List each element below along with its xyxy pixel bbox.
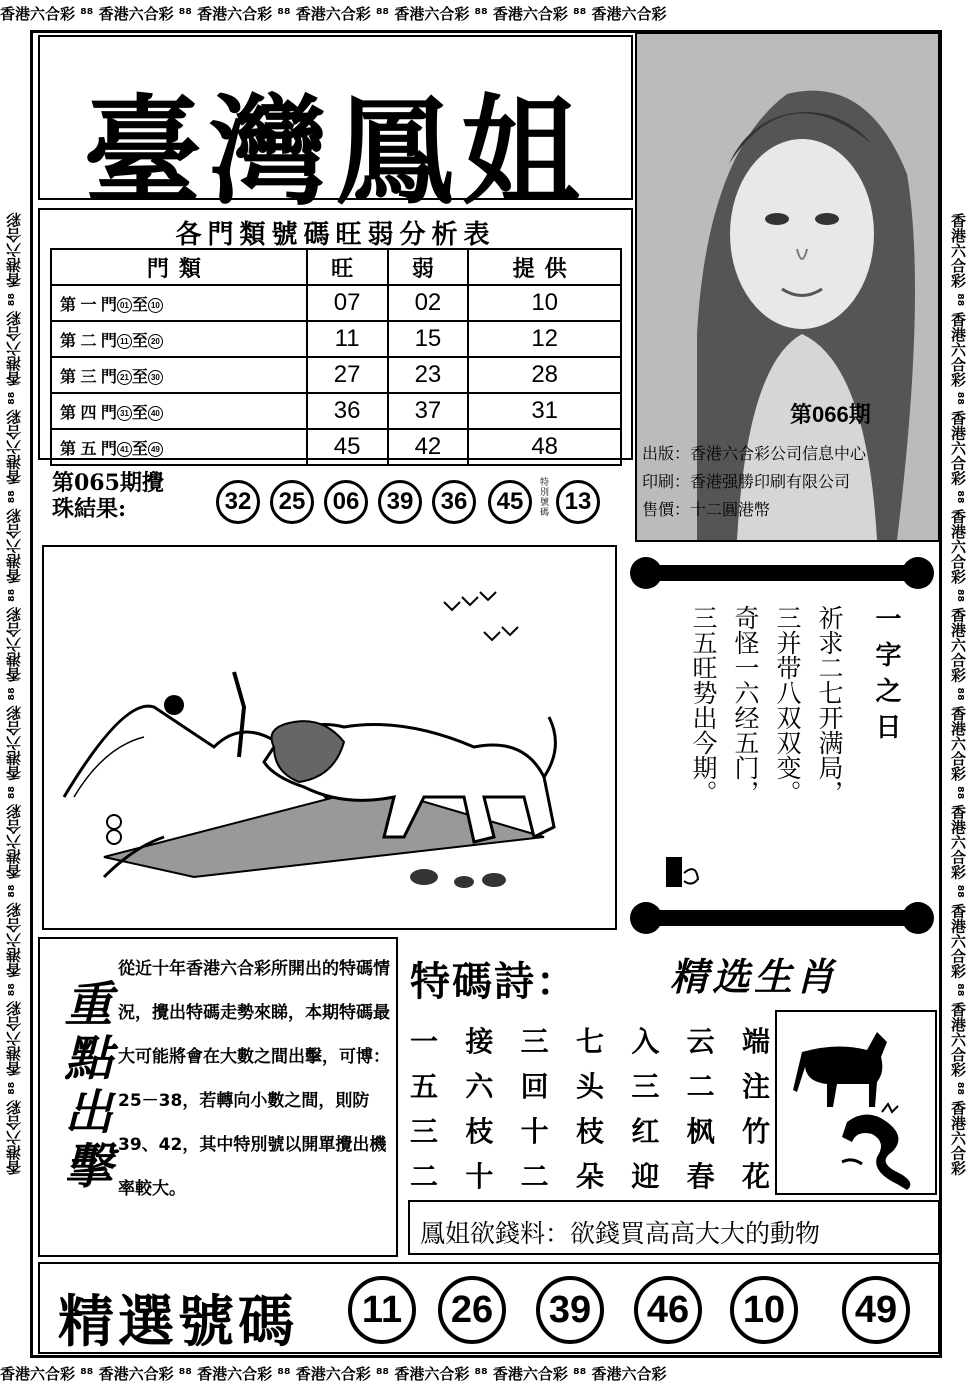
selected-number: 39 <box>536 1276 604 1344</box>
header-tigong: 提供 <box>468 249 621 285</box>
ruo-cell: 02 <box>388 285 469 321</box>
table-row <box>51 429 621 465</box>
result-ball: 45 <box>488 480 532 524</box>
key-text: 從近十年香港六合彩所開出的特碼情況，攪出特碼走勢來睇，本期特碼最大可能將會在大數之間出擊，可博：25－38，若轉向小數之間，則防 39、42，其中特別號以開單攪出機率較大。 <box>118 959 390 1199</box>
zodiac-title: 精选生肖 <box>670 954 839 999</box>
table-row <box>51 321 621 357</box>
selected-number: 26 <box>438 1276 506 1344</box>
tigong-cell: 31 <box>468 393 621 429</box>
publisher-line: 出版：香港六合彩公司信息中心 <box>642 444 867 463</box>
riddle-head: 一字之日 <box>871 605 901 749</box>
key-title: 重點出擊 <box>56 979 112 1195</box>
title-box <box>38 35 633 221</box>
tigong-cell: 10 <box>468 285 621 321</box>
result-ball: 25 <box>270 480 314 524</box>
horse-icon <box>793 1032 887 1107</box>
riddle-line: 三五旺势出今期。 <box>689 605 718 805</box>
header-wang: 旺 <box>307 249 388 285</box>
lion-illustration <box>44 547 615 928</box>
result-ball: 36 <box>432 480 476 524</box>
border-bottom: 香港六合彩 ⁸⁸ 香港六合彩 ⁸⁸ 香港六合彩 ⁸⁸ 香港六合彩 ⁸⁸ 香港六合彩 ⁸⁸ 香港六合彩 ⁸⁸ 香港六合彩 <box>0 1365 667 1383</box>
ruo-cell: 37 <box>388 393 469 429</box>
door-cell: 第 三 門 21 至 30 <box>51 357 307 393</box>
wang-cell: 36 <box>307 393 388 429</box>
selected-label: 精選號碼 <box>58 1290 298 1355</box>
door-cell: 第 五 門 41 至 49 <box>51 429 307 465</box>
decor-bar-top <box>634 565 930 581</box>
border-left: 香港六合彩 ⁸⁸ 香港六合彩 ⁸⁸ 香港六合彩 ⁸⁸ 香港六合彩 ⁸⁸ 香港六合彩 ⁸⁸ 香港六合彩 ⁸⁸ 香港六合彩 ⁸⁸ 香港六合彩 ⁸⁸ 香港六合彩 ⁸⁸ 香港六合彩 <box>5 212 23 1176</box>
table-row <box>51 393 621 429</box>
tigong-cell: 12 <box>468 321 621 357</box>
special-ball: 13 <box>556 480 600 524</box>
ruo-cell: 15 <box>388 321 469 357</box>
selected-number: 49 <box>842 1276 910 1344</box>
tigong-cell: 48 <box>468 429 621 465</box>
key-section <box>38 937 398 1257</box>
table-row <box>51 357 621 393</box>
result-ball: 06 <box>324 480 368 524</box>
stamp-icon <box>662 853 702 893</box>
selected-numbers-box <box>38 1262 940 1354</box>
poem-row: 一 接 三 七 入 云 端 <box>410 1025 770 1058</box>
page-title: 臺灣鳳姐 <box>83 82 588 221</box>
issue-number: 第066期 <box>790 402 871 427</box>
printer-line: 印刷：香港强勝印刷有限公司 <box>642 472 851 491</box>
wang-cell: 11 <box>307 321 388 357</box>
lion-drawing <box>42 545 617 930</box>
poem-row: 五 六 回 头 三 二 注 <box>410 1070 770 1103</box>
previous-result-label: 第065期攪 珠結果: <box>52 470 164 522</box>
border-top: 香港六合彩 ⁸⁸ 香港六合彩 ⁸⁸ 香港六合彩 ⁸⁸ 香港六合彩 ⁸⁸ 香港六合彩 ⁸⁸ 香港六合彩 ⁸⁸ 香港六合彩 <box>0 5 667 23</box>
wang-cell: 27 <box>307 357 388 393</box>
special-number-tag: 特別號碼 <box>540 478 550 518</box>
header-door: 門類 <box>51 249 307 285</box>
border-right: 香港六合彩 ⁸⁸ 香港六合彩 ⁸⁸ 香港六合彩 ⁸⁸ 香港六合彩 ⁸⁸ 香港六合彩 ⁸⁸ 香港六合彩 ⁸⁸ 香港六合彩 ⁸⁸ 香港六合彩 ⁸⁸ 香港六合彩 ⁸⁸ 香港六合彩 <box>949 212 967 1176</box>
result-ball: 39 <box>378 480 422 524</box>
decor-bar-bottom <box>634 910 930 926</box>
analysis-title: 各門類號碼旺弱分析表 <box>175 220 496 250</box>
price-line: 售價：十二圓港幣 <box>642 500 771 519</box>
poem-row: 二 十 二 朵 迎 春 花 <box>410 1160 770 1193</box>
tigong-cell: 28 <box>468 357 621 393</box>
selected-number: 11 <box>348 1276 416 1344</box>
zodiac-box <box>775 1010 937 1195</box>
wang-cell: 07 <box>307 285 388 321</box>
wang-cell: 45 <box>307 429 388 465</box>
riddle-line: 奇怪一六经五门， <box>731 605 760 805</box>
analysis-table-box <box>38 208 633 460</box>
ruo-cell: 42 <box>388 429 469 465</box>
money-box <box>408 1200 940 1255</box>
selected-number: 46 <box>634 1276 702 1344</box>
poem-row: 三 枝 十 枝 红 枫 竹 <box>410 1115 770 1148</box>
result-ball: 32 <box>216 480 260 524</box>
selected-number: 10 <box>730 1276 798 1344</box>
publisher-info <box>642 440 932 540</box>
riddle-area <box>622 555 942 925</box>
header-ruo: 弱 <box>388 249 469 285</box>
table-row <box>51 285 621 321</box>
analysis-table <box>50 248 622 466</box>
riddle-line: 祈求二七开满局， <box>815 605 844 805</box>
door-cell: 第 一 門 01 至 10 <box>51 285 307 321</box>
money-text: 鳳姐欲錢料：欲錢買高高大大的動物 <box>420 1219 821 1248</box>
door-cell: 第 二 門 11 至 20 <box>51 321 307 357</box>
poem-grid <box>410 1020 770 1200</box>
poem-title: 特碼詩： <box>410 959 578 1005</box>
riddle-line: 三并带八双双变。 <box>773 605 802 805</box>
ruo-cell: 23 <box>388 357 469 393</box>
door-cell: 第 四 門 31 至 40 <box>51 393 307 429</box>
dragon-icon <box>842 1104 910 1190</box>
